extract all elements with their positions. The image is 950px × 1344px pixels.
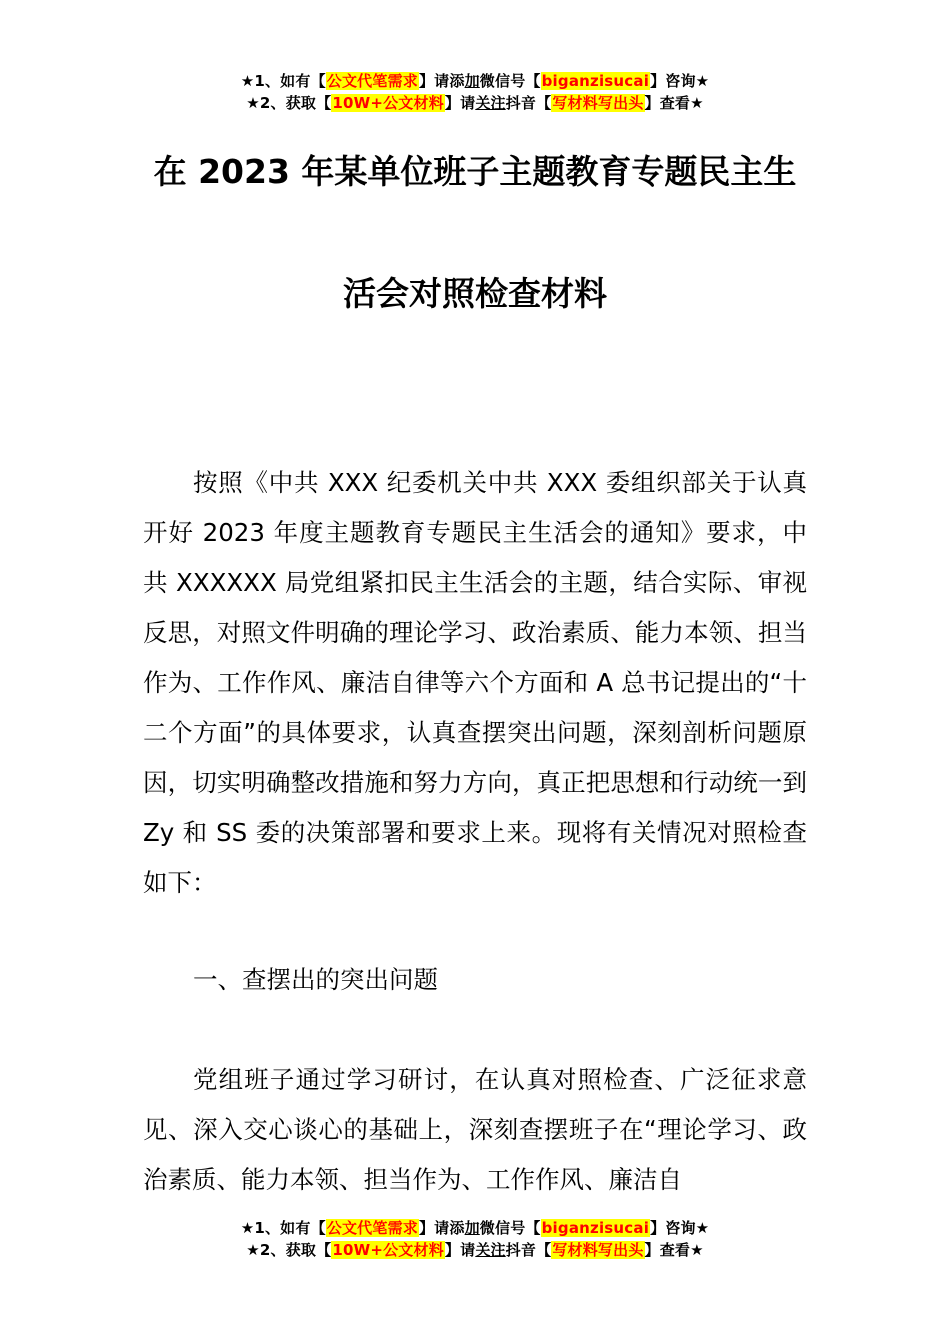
banner-text: 】咨询★ bbox=[650, 72, 710, 90]
banner-highlight: 公文代笔需求 bbox=[326, 72, 418, 90]
banner-underlined-text: 关注 bbox=[475, 1241, 506, 1259]
document-title-line-2: 活会对照检查材料 bbox=[343, 274, 607, 313]
banner-highlight: 10W+公文材料 bbox=[332, 1241, 444, 1259]
banner-text: ★2、获取【 bbox=[246, 1241, 332, 1259]
banner-text: 】查看★ bbox=[644, 1241, 704, 1259]
body-paragraph-intro: 按照《中共 XXX 纪委机关中共 XXX 委组织部关于认真开好 2023 年度主题教育专题民主生活会的通知》要求，中共 XXXXXX 局党组紧扣民主生活会的主题，结合实际、审视反思，对照文件明确的理论学习、政治素质、能力本领、担当作为、工作作风、廉洁自律等六个方面和 A 总书记提出的“十二个方面”的具体要求，认真查摆突出问题，深刻剖析问题原因，切实明确整改措施和努力方向，真正把思想和行动统一到 Zy 和 SS 委的决策部署和要求上来。现将有关情况对照检查如下： bbox=[143, 468, 807, 897]
banner-underlined-text: 加 bbox=[464, 1219, 480, 1237]
banner-underlined-text: 加 bbox=[464, 72, 480, 90]
banner-line-1 bbox=[0, 1217, 950, 1239]
banner-text: 】请添 bbox=[418, 72, 465, 90]
banner-text: ★1、如有【 bbox=[240, 1219, 326, 1237]
banner-line-2 bbox=[0, 92, 950, 114]
banner-text: 】请 bbox=[444, 1241, 476, 1259]
banner-highlight: 写材料写出头 bbox=[552, 1241, 644, 1259]
banner-text: 微信号【 bbox=[479, 1219, 541, 1237]
document-title-line-1: 在 2023 年某单位班子主题教育专题民主生 bbox=[153, 152, 797, 191]
banner-highlight: biganzisucai bbox=[541, 1219, 650, 1237]
banner-text: 】查看★ bbox=[644, 94, 704, 112]
banner-highlight: 10W+公文材料 bbox=[332, 94, 444, 112]
banner-text: ★1、如有【 bbox=[240, 72, 326, 90]
banner-highlight: biganzisucai bbox=[541, 72, 650, 90]
banner-text: 微信号【 bbox=[479, 72, 541, 90]
banner-line-2 bbox=[0, 1239, 950, 1261]
banner-text: 抖音【 bbox=[505, 94, 552, 112]
banner-text: 】请 bbox=[444, 94, 476, 112]
banner-text: 】请添 bbox=[418, 1219, 465, 1237]
header-banner bbox=[0, 70, 950, 114]
footer-banner bbox=[0, 1217, 950, 1261]
banner-text: 抖音【 bbox=[505, 1241, 552, 1259]
banner-highlight: 写材料写出头 bbox=[552, 94, 644, 112]
banner-text: ★2、获取【 bbox=[246, 94, 332, 112]
section-heading: 一、查摆出的突出问题 bbox=[193, 965, 438, 994]
body-paragraph-section-1: 党组班子通过学习研讨，在认真对照检查、广泛征求意见、深入交心谈心的基础上，深刻查摆班子在“理论学习、政治素质、能力本领、担当作为、工作作风、廉洁自 bbox=[143, 1065, 807, 1194]
banner-text: 】咨询★ bbox=[650, 1219, 710, 1237]
banner-underlined-text: 关注 bbox=[475, 94, 506, 112]
banner-highlight: 公文代笔需求 bbox=[326, 1219, 418, 1237]
banner-line-1 bbox=[0, 70, 950, 92]
